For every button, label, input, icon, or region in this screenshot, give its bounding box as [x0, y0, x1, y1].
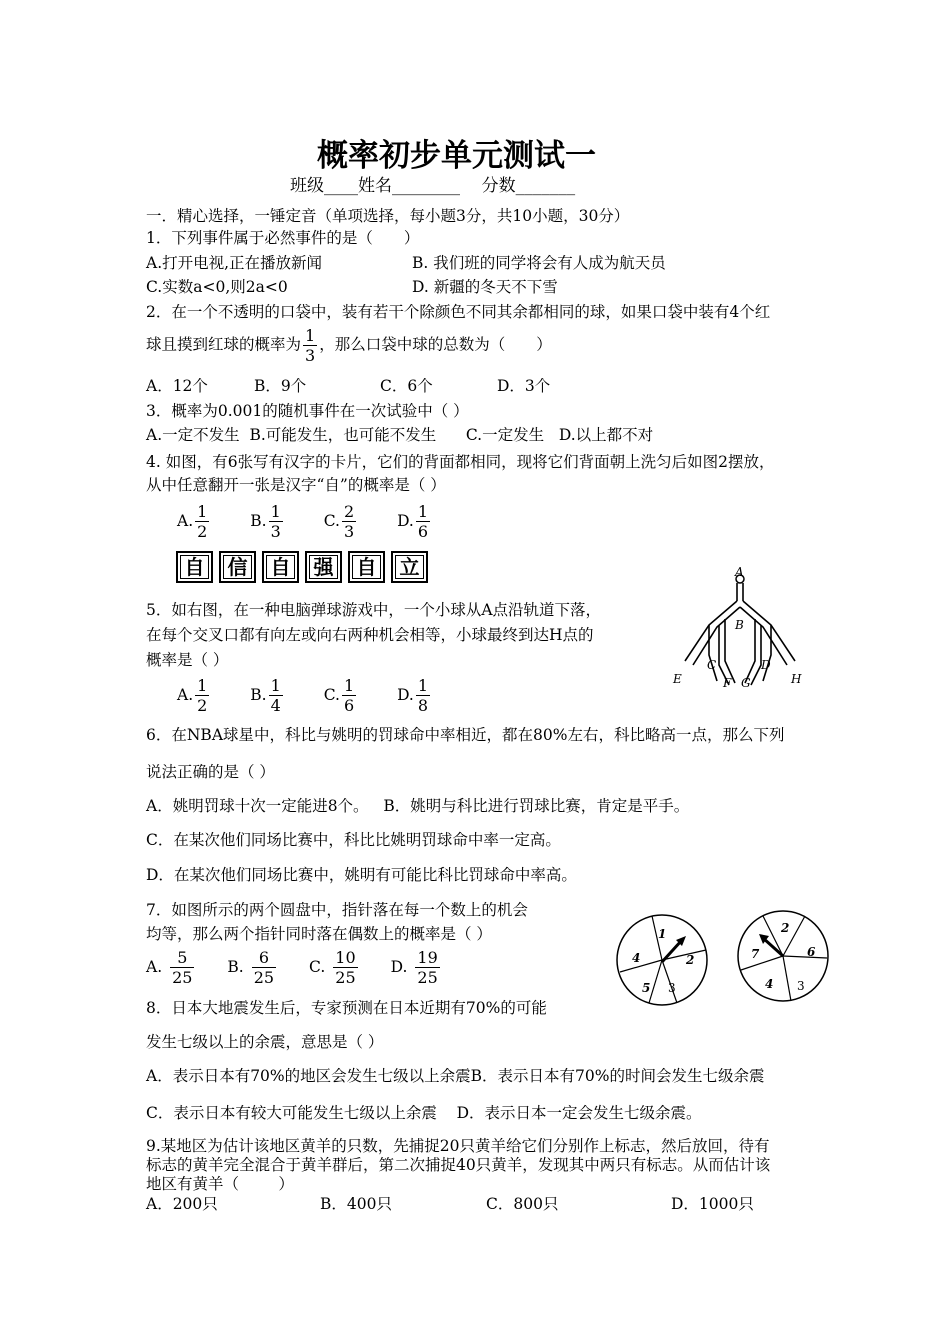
q6-stem-line1: 6．在NBA球星中，科比与姚明的罚球命中率相近，都在80%左右，科比略高一点，那么下列 — [146, 726, 785, 744]
label-F: F — [723, 676, 732, 690]
disc1-label: 4 — [632, 951, 641, 965]
q5-stem-line2: 在每个交叉口都有向左或向右两种机会相等，小球最终到达H点的 — [146, 626, 594, 644]
q6-option-d: D．在某次他们同场比赛中，姚明有可能比科比罚球命中率高。 — [146, 866, 577, 884]
card: 自 — [262, 551, 299, 583]
student-info-line: 班级____姓名________ 分数_______ — [290, 176, 576, 196]
q2-stem-b: ，那么口袋中球的总数为（ ） — [319, 335, 552, 354]
disc1-label: 5 — [642, 981, 651, 995]
q5-option-d: D. $\frac{1}{8}$ — [397, 676, 429, 715]
q1-option-a: A.打开电视,正在播放新闻 — [146, 254, 323, 272]
q7-option-d: D. $\frac{19}{25}$ — [390, 948, 438, 987]
pinball-track-diagram — [665, 565, 815, 695]
q4-option-d: D. $\frac{1}{6}$ — [397, 502, 429, 541]
spinner-disc-1 — [612, 910, 712, 1010]
card: 强 — [305, 551, 342, 583]
disc1-label: 1 — [658, 927, 667, 941]
q4-stem-line1: 4. 如图，有6张写有汉字的卡片，它们的背面都相同，现将它们背面朝上洗匀后如图2摆放， — [146, 453, 775, 471]
q8-stem-line2: 发生七级以上的余震，意思是（ ） — [146, 1033, 384, 1051]
q9-option-b: B．400只 — [320, 1195, 392, 1213]
disc2-label: 2 — [781, 921, 790, 935]
q2-option-a: A．12个 — [146, 377, 208, 395]
q1-option-b: B. 我们班的同学将会有人成为航天员 — [412, 254, 666, 272]
card: 自 — [176, 551, 213, 583]
q4-options — [177, 502, 466, 541]
label-H: H — [791, 672, 802, 686]
q3-options: A.一定不发生 B.可能发生，也可能不发生 C.一定发生 D.以上都不对 — [146, 426, 654, 444]
q7-options — [146, 948, 476, 987]
q5-stem-line1: 5．如右图，在一种电脑弹球游戏中，一个小球从A点沿轨道下落， — [146, 601, 602, 619]
q4-option-c: C. $\frac{2}{3}$ — [323, 502, 355, 541]
q9-stem-line1: 9.某地区为估计该地区黄羊的只数，先捕捉20只黄羊给它们分别作上标志，然后放回，待有 — [146, 1137, 770, 1155]
q2-option-d: D．3个 — [497, 377, 551, 395]
q1-option-d: D. 新疆的冬天不下雪 — [412, 278, 558, 296]
q1-option-c: C.实数a<0,则2a<0 — [146, 278, 288, 296]
q2-option-b: B．9个 — [254, 377, 307, 395]
q7-option-c: C. $\frac{10}{25}$ — [309, 948, 356, 987]
q8-options-cd: C．表示日本有较大可能发生七级以上余震 D．表示日本一定会发生七级余震。 — [146, 1104, 702, 1122]
q4-option-b: B. $\frac{1}{3}$ — [250, 502, 281, 541]
q2-fraction: $\frac{1}{3}$ — [305, 326, 316, 365]
disc1-label: 3 — [668, 981, 676, 995]
q9-stem-line2: 标志的黄羊完全混合于黄羊群后，第二次捕捉40只黄羊，发现其中两只有标志。从而估计该 — [146, 1156, 771, 1174]
label-G: G — [741, 676, 751, 690]
q6-option-c: C．在某次他们同场比赛中，科比比姚明罚球命中率一定高。 — [146, 831, 561, 849]
q2-options — [146, 376, 550, 396]
page-title: 概率初步单元测试一 — [317, 138, 596, 174]
q7-option-a: A. $\frac{5}{25}$ — [146, 948, 193, 987]
disc1-label: 2 — [686, 953, 695, 967]
label-E: E — [673, 672, 682, 686]
card: 自 — [348, 551, 385, 583]
q8-stem-line1: 8．日本大地震发生后，专家预测在日本近期有70%的可能 — [146, 999, 547, 1017]
label-A: A — [735, 565, 744, 579]
q2-option-c: C．6个 — [380, 377, 433, 395]
q9-options — [146, 1194, 754, 1214]
q5-option-c: C. $\frac{1}{6}$ — [323, 676, 355, 715]
q4-card-row — [176, 551, 428, 583]
q9-stem-line3: 地区有黄羊（ ） — [146, 1175, 294, 1193]
card: 立 — [391, 551, 428, 583]
spinner-disc-2 — [733, 906, 833, 1006]
q5-stem-line3: 概率是（ ） — [146, 651, 229, 669]
disc2-label: 4 — [765, 977, 774, 991]
q9-option-d: D．1000只 — [671, 1195, 754, 1213]
q1-stem: 1．下列事件属于必然事件的是（ ） — [146, 229, 420, 247]
label-B: B — [735, 618, 744, 632]
disc2-label: 3 — [797, 979, 805, 993]
q9-option-c: C．800只 — [486, 1195, 559, 1213]
label-D: D — [761, 658, 771, 672]
q8-options-ab: A．表示日本有70%的地区会发生七级以上余震B．表示日本有70%的时间会发生七级余震 — [146, 1067, 765, 1085]
card: 信 — [219, 551, 256, 583]
q9-option-a: A．200只 — [146, 1195, 218, 1213]
q3-stem: 3．概率为0.001的随机事件在一次试验中（ ） — [146, 402, 469, 420]
q7-stem-line2: 均等，那么两个指针同时落在偶数上的概率是（ ） — [146, 925, 492, 943]
q5-option-b: B. $\frac{1}{4}$ — [250, 676, 281, 715]
q4-option-a: A. $\frac{1}{2}$ — [177, 502, 208, 541]
q7-option-b: B. $\frac{6}{25}$ — [227, 948, 275, 987]
section-heading: 一．精心选择，一锤定音（单项选择，每小题3分，共10小题，30分） — [146, 207, 630, 225]
q5-options — [177, 676, 466, 715]
disc2-label: 7 — [751, 947, 760, 961]
q5-option-a: A. $\frac{1}{2}$ — [177, 676, 208, 715]
q4-stem-line2: 从中任意翻开一张是汉字“自”的概率是（ ） — [146, 476, 446, 494]
q7-stem-line1: 7．如图所示的两个圆盘中，指针落在每一个数上的机会 — [146, 901, 528, 919]
label-C: C — [707, 658, 717, 672]
q6-options-ab: A．姚明罚球十次一定能进8个。 B．姚明与科比进行罚球比赛，肯定是平手。 — [146, 797, 690, 815]
q2-stem-line2 — [146, 326, 552, 365]
disc2-label: 6 — [807, 945, 816, 959]
q2-stem-a: 球且摸到红球的概率为 — [146, 335, 302, 354]
q2-stem-line1: 2．在一个不透明的口袋中，装有若干个除颜色不同其余都相同的球，如果口袋中装有4个红 — [146, 303, 771, 321]
q6-stem-line2: 说法正确的是（ ） — [146, 763, 275, 781]
